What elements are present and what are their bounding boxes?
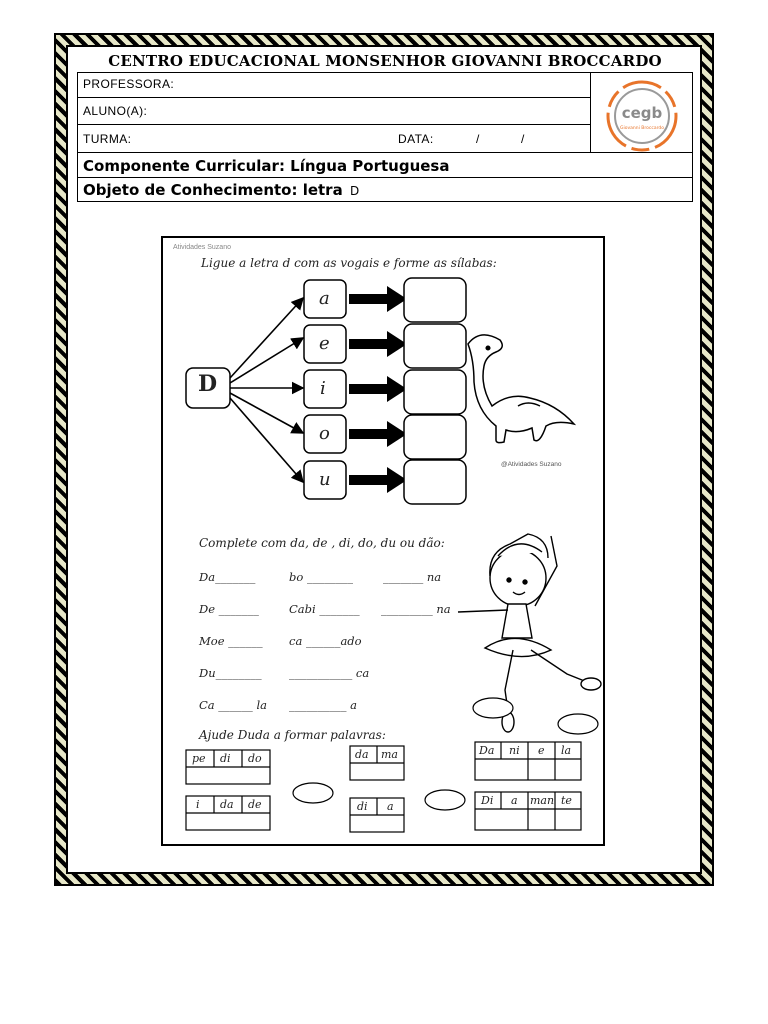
vowel-o: o	[319, 423, 330, 444]
divider	[590, 72, 591, 152]
class-field-label: TURMA:	[83, 132, 132, 146]
divider	[78, 97, 590, 98]
logo-text: cegb	[621, 104, 663, 122]
logo-subtext: Giovanni Broccardo	[620, 126, 664, 131]
instruction-form-words: Ajude Duda a formar palavras:	[199, 728, 386, 742]
date-field-label: DATA:	[398, 132, 434, 146]
date-separator: /	[521, 132, 525, 146]
syllable: ma	[381, 748, 398, 761]
vowel-u: u	[319, 469, 331, 490]
syllable: da	[220, 798, 234, 811]
worksheet-image	[161, 236, 605, 846]
complete-item: Ca ______ la	[199, 698, 268, 712]
syllable: di	[357, 800, 368, 813]
syllable: te	[561, 794, 572, 807]
knowledge-object-value: D	[349, 184, 360, 198]
syllable: pe	[192, 752, 206, 765]
syllable: di	[220, 752, 231, 765]
instruction-complete: Complete com da, de , di, do, du ou dão:	[199, 536, 445, 550]
watermark: @Atividades Suzano	[501, 461, 562, 468]
watermark: Atividades Suzano	[173, 244, 231, 251]
knowledge-object	[83, 181, 359, 199]
syllable: Da	[479, 744, 495, 757]
complete-item: ___________ ca	[289, 666, 370, 680]
divider	[77, 72, 78, 202]
complete-item: Da_______	[199, 570, 256, 584]
complete-item: ca ______ado	[289, 634, 362, 648]
instruction-connect: Ligue a letra d com as vogais e forme as sílabas:	[201, 256, 497, 270]
complete-item: Du________	[199, 666, 262, 680]
syllable: a	[511, 794, 518, 807]
syllable: ni	[509, 744, 520, 757]
complete-item: Moe ______	[199, 634, 263, 648]
professor-field-label: PROFESSORA:	[83, 77, 175, 91]
syllable: Di	[481, 794, 494, 807]
main-letter: D	[198, 371, 218, 397]
complete-item: __________ a	[289, 698, 358, 712]
syllable: a	[387, 800, 394, 813]
complete-item: Cabi _______	[289, 602, 360, 616]
date-separator: /	[476, 132, 480, 146]
school-logo	[598, 76, 686, 156]
syllable: la	[561, 744, 572, 757]
syllable: e	[538, 744, 545, 757]
vowel-i: i	[320, 378, 326, 399]
divider	[78, 124, 590, 125]
curricular-component: Componente Curricular: Língua Portuguesa	[83, 157, 450, 175]
vowel-e: e	[319, 333, 330, 354]
complete-item: bo ________	[289, 570, 353, 584]
syllable: do	[248, 752, 262, 765]
vowel-a: a	[319, 288, 330, 309]
syllable: de	[248, 798, 262, 811]
divider	[692, 72, 693, 202]
complete-item: _______ na	[383, 570, 442, 584]
divider	[78, 177, 692, 178]
complete-item: De _______	[199, 602, 259, 616]
complete-item: _________ na	[381, 602, 451, 616]
knowledge-object-label: Objeto de Conhecimento: letra	[83, 181, 343, 199]
school-name: CENTRO EDUCACIONAL MONSENHOR GIOVANNI BROCCARDO	[78, 52, 692, 73]
student-field-label: ALUNO(A):	[83, 104, 148, 118]
syllable: da	[355, 748, 369, 761]
syllable: i	[196, 798, 200, 811]
syllable: man	[530, 794, 555, 807]
divider	[78, 201, 692, 202]
